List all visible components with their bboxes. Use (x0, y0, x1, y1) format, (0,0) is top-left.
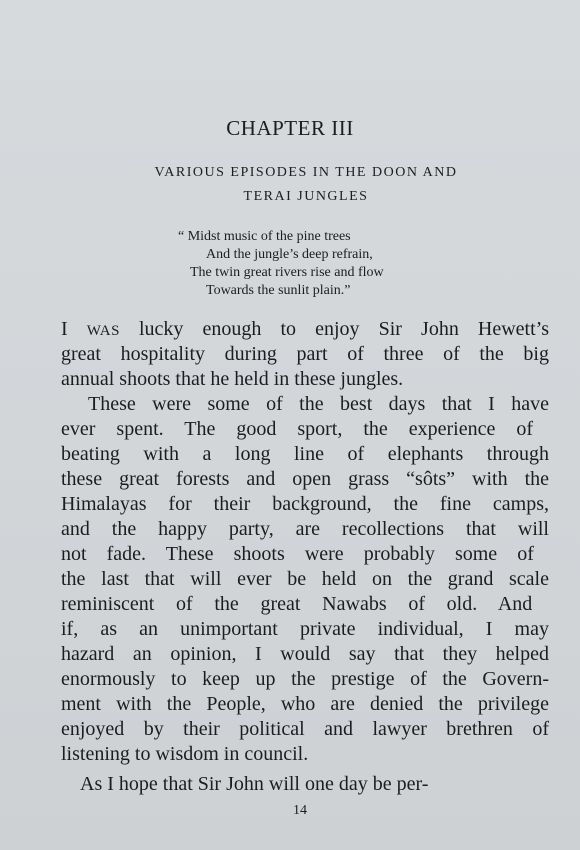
opening-small-caps: WAS (86, 323, 120, 339)
body-line: enjoyed by their political and lawyer brethren of (61, 718, 549, 740)
body-line: As I hope that Sir John will one day be per- (80, 773, 429, 795)
body-line: enormously to keep up the prestige of the Govern- (61, 668, 549, 690)
opening-initial: I (61, 318, 68, 340)
body-line: beating with a long line of elephants through (61, 443, 549, 465)
body-line: Himalayas for their background, the fine camps, (61, 493, 549, 515)
body-line: ever spent. The good sport, the experience of (61, 418, 534, 440)
body-line: not fade. These shoots were probably some of (61, 543, 534, 565)
body-line (61, 317, 549, 344)
epigraph-line: Towards the sunlit plain.” (206, 283, 351, 298)
body-line: if, as an unimportant private individual, I may (61, 618, 549, 640)
chapter-title: CHAPTER III (226, 116, 354, 140)
body-line: ment with the People, who are denied the privilege (61, 693, 549, 715)
body-line: annual shoots that he held in these jungles. (61, 368, 404, 390)
body-line: listening to wisdom in council. (61, 743, 309, 765)
body-line: reminiscent of the great Nawabs of old. And (61, 593, 533, 615)
epigraph-line: The twin great rivers rise and flow (190, 265, 384, 280)
chapter-subtitle-line-1: VARIOUS EPISODES IN THE DOON AND (154, 165, 458, 180)
body-line: great hospitality during part of three of the big (61, 343, 549, 365)
page-number: 14 (293, 803, 307, 818)
body-line: the last that will ever be held on the grand scale (61, 568, 549, 590)
chapter-subtitle-line-2: TERAI JUNGLES (243, 189, 369, 204)
body-line: These were some of the best days that I have (88, 393, 549, 415)
epigraph-line: “ Midst music of the pine trees (178, 229, 351, 244)
body-line: and the happy party, are recollections that will (61, 518, 549, 540)
body-line: hazard an opinion, I would say that they helped (61, 643, 549, 665)
body-line: these great forests and open grass “sôts” with the (61, 468, 549, 490)
body-line-text: lucky enough to enjoy Sir John Hewett’s (119, 318, 549, 340)
epigraph-line: And the jungle’s deep refrain, (206, 247, 373, 262)
